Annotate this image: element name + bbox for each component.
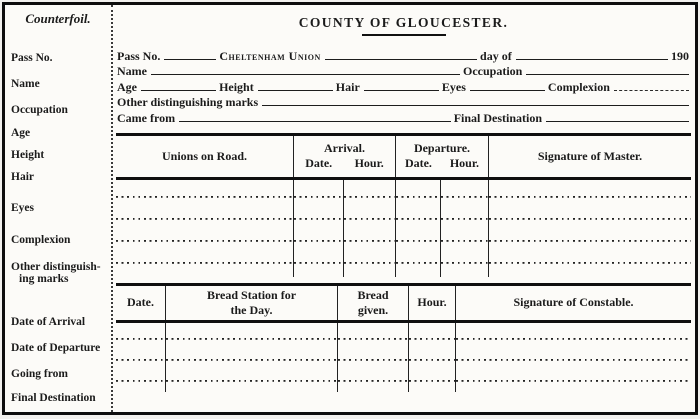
unions-table [116,133,691,277]
departure-subheader [396,156,488,171]
unions-on-road-header [116,136,294,177]
bread-station-header-line2: the Day. [230,302,273,317]
union-blank-line [325,59,477,60]
form-lines [116,47,691,125]
departure-date-cell [396,246,441,268]
bread-table-header [116,286,691,323]
constable-signature-cell [456,323,691,344]
signature-cell [489,202,691,224]
unions-cell [116,180,294,202]
table-row [116,365,691,386]
departure-hour-cell [441,180,489,202]
age-label: Age [117,79,137,94]
name-blank-line [151,74,460,75]
unions-cell [116,202,294,224]
counterfoil-label-eyes: Eyes [11,202,34,214]
counterfoil-label-date-of-arrival: Date of Arrival [11,316,86,328]
came-from-label: Came from [117,110,176,125]
bread-station-cell [166,323,338,344]
bread-given-cell [338,365,409,386]
way-ticket-document [2,2,698,415]
page-title: COUNTY OF GLOUCESTER. [298,15,509,30]
age-blank-line [141,90,216,91]
eyes-label: Eyes [441,79,466,94]
bread-given-header-line1: Bread [357,287,389,302]
date-cell [116,344,166,365]
bread-table [116,283,691,392]
date-cell [116,365,166,386]
constable-signature-cell [456,365,691,386]
counterfoil-label-pass-no: Pass No. [11,52,53,64]
form-line-pass-no [116,47,691,63]
title-underline-rule [362,34,446,36]
arrival-date-cell [294,202,344,224]
marks-blank-line [262,105,689,106]
counterfoil-label-marks-1: Other distinguish- [11,261,101,273]
bread-given-header-line2: given. [357,302,389,317]
eyes-blank-line [470,90,545,91]
departure-header-label: Departure. [413,141,471,155]
pass-no-blank-line [164,59,216,60]
counterfoil-label-name: Name [11,78,40,90]
final-destination-blank-line [546,121,689,122]
counterfoil-label-height: Height [11,149,45,161]
arrival-date-cell [294,246,344,268]
arrival-hour-cell [344,202,396,224]
arrival-hour-cell [344,246,396,268]
form-line-description [116,78,691,94]
counterfoil-label-marks-2: ing marks [19,273,69,285]
counterfoil-panel [5,5,111,412]
departure-date-cell [396,224,441,246]
form-line-name [116,63,691,79]
bread-station-cell [166,344,338,365]
signature-cell [489,246,691,268]
unions-on-road-header-label: Unions on Road. [161,148,248,163]
arrival-subheader [294,156,395,171]
table-row [116,344,691,365]
came-from-blank-line [179,121,451,122]
date-header-label: Date. [127,295,154,309]
hour-cell [409,365,456,386]
hour-header [409,286,456,320]
table-row [116,246,691,268]
bread-table-body [116,323,691,386]
signature-cell [489,180,691,202]
year-prefix: 190 [671,48,689,63]
arrival-hour-cell [344,224,396,246]
name-label: Name [117,64,147,78]
distinguishing-marks-label: Other distinguishing marks [117,95,259,109]
counterfoil-label-date-of-departure: Date of Departure [11,342,101,354]
counterfoil-heading: Counterfoil. [25,11,91,26]
arrival-header-label: Arrival. [324,141,365,155]
date-header [116,286,166,320]
complexion-label: Complexion [547,79,610,94]
departure-hour-cell [441,246,489,268]
table-row [116,180,691,202]
signature-of-master-header-label: Signature of Master. [537,148,643,163]
signature-of-master-header [489,136,691,177]
unions-cell [116,224,294,246]
departure-date-cell [396,180,441,202]
counterfoil-label-final-destination: Final Destination [11,392,96,404]
arrival-date-subheader: Date. [305,156,333,170]
complexion-blank-line [614,90,689,91]
form-line-marks [116,94,691,110]
counterfoil-label-hair: Hair [11,171,34,183]
occupation-label: Occupation [463,64,523,78]
arrival-date-cell [294,224,344,246]
day-blank-line [516,59,668,60]
height-blank-line [258,90,333,91]
main-panel [111,5,695,412]
arrival-hour-subheader: Hour. [354,156,384,170]
counterfoil-label-going-from: Going from [11,368,68,380]
arrival-header [294,136,396,177]
constable-signature-cell [456,344,691,365]
bread-given-cell [338,323,409,344]
signature-of-constable-header-label: Signature of Constable. [513,295,634,309]
bread-given-header [338,286,409,320]
table-spacer-row [116,386,691,392]
bread-station-cell [166,365,338,386]
departure-header [396,136,489,177]
arrival-hour-cell [344,180,396,202]
departure-hour-cell [441,224,489,246]
departure-hour-subheader: Hour. [449,156,480,170]
signature-cell [489,224,691,246]
height-label: Height [219,79,254,94]
bread-given-cell [338,344,409,365]
day-of-label: day of [480,48,512,63]
hair-blank-line [364,90,439,91]
hour-cell [409,344,456,365]
table-row [116,323,691,344]
bread-station-header-line1: Bread Station for [206,287,297,302]
form-line-route [116,109,691,125]
table-spacer-row [116,268,691,277]
departure-date-cell [396,202,441,224]
union-name-label: Cheltenham Union [219,48,321,63]
hour-header-label: Hour. [417,295,447,309]
bread-station-header [166,286,338,320]
departure-hour-cell [441,202,489,224]
signature-of-constable-header [456,286,691,320]
departure-date-subheader: Date. [404,156,432,170]
counterfoil-label-complexion: Complexion [11,234,71,246]
hour-cell [409,323,456,344]
counterfoil-label-occupation: Occupation [11,104,68,116]
arrival-date-cell [294,180,344,202]
pass-no-label: Pass No. [117,48,161,63]
hair-label: Hair [335,79,360,94]
counterfoil-label-age: Age [11,127,31,139]
date-cell [116,323,166,344]
final-destination-label: Final Destination [453,110,543,125]
table-row [116,202,691,224]
unions-table-header [116,136,691,180]
unions-table-body [116,180,691,268]
unions-cell [116,246,294,268]
table-row [116,224,691,246]
occupation-blank-line [526,74,689,75]
